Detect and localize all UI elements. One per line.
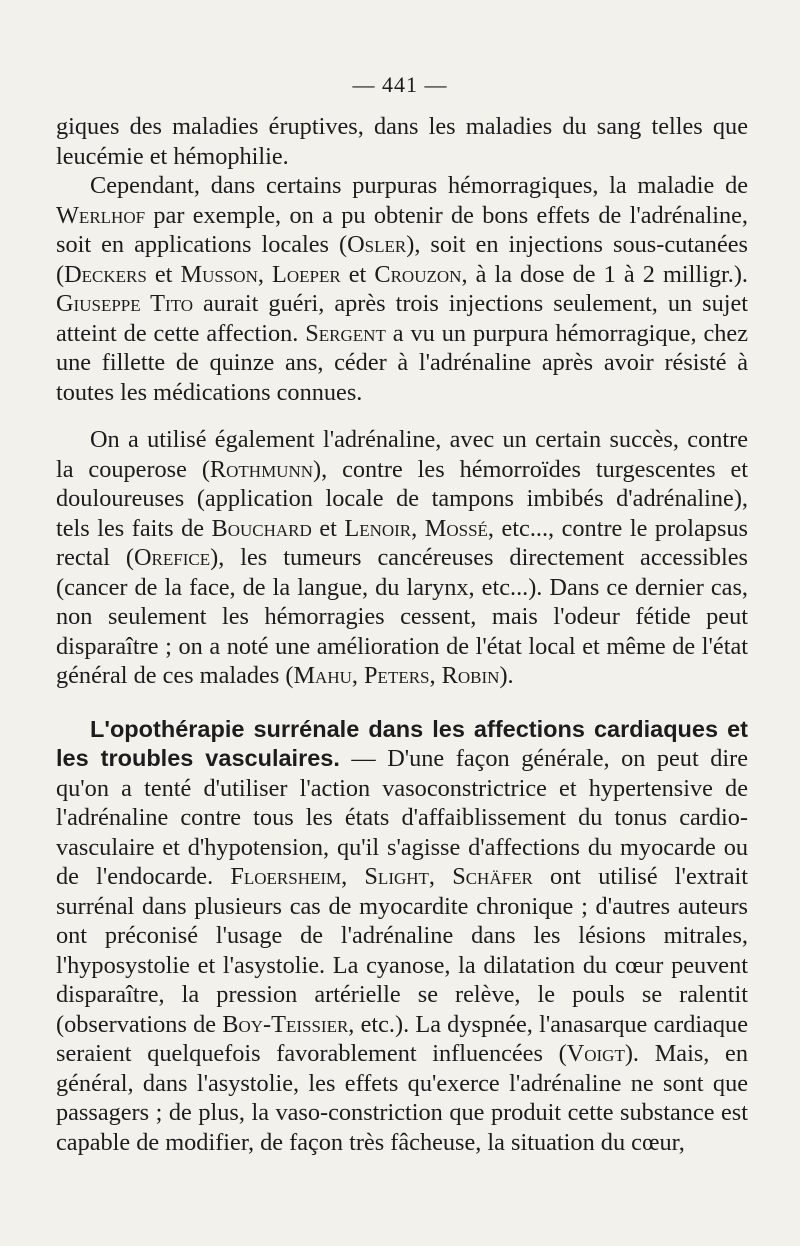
author-name: Schäfer bbox=[452, 863, 533, 890]
author-name: Mossé bbox=[424, 514, 488, 542]
author-name: Lenoir bbox=[344, 514, 412, 542]
text-segment: ), contre les hémorroïdes turgescentes et douloureuses (application locale de tampons imbibés d'adrénaline), tels les faits de bbox=[56, 455, 748, 542]
author-name: Mahu bbox=[293, 662, 352, 689]
author-name: Osler bbox=[347, 231, 407, 258]
paragraph-continuation bbox=[56, 112, 748, 171]
text-segment: et bbox=[340, 260, 375, 288]
author-name: Boy-Teissier bbox=[222, 1010, 349, 1038]
author-name: Crouzon bbox=[374, 260, 462, 288]
text-segment: On a utilisé également l'adrénaline, avec un certain succès, contre la couperose ( bbox=[56, 426, 748, 483]
text-segment: , bbox=[411, 514, 425, 542]
page-number: — 441 — bbox=[352, 72, 448, 97]
text-segment: a vu un purpura hémorragique, chez une fillette de quinze ans, céder à l'adrénaline après avoir résisté à toutes les médications connues. bbox=[56, 319, 748, 406]
author-name: Werlhof bbox=[56, 201, 146, 229]
author-name: Deckers bbox=[64, 260, 147, 288]
text-segment: — D'une façon générale, on peut dire qu'on a tenté d'utiliser l'action vasoconstrictrice et hypertensive de l'adrénaline contre tous les états d'affaiblissement du tonus cardio-vasculaire et d'hypotension, qu'il s'agisse d'affections du myocarde ou de l'endocarde. bbox=[56, 745, 748, 890]
paragraph-couperose bbox=[56, 425, 748, 691]
text-segment: Cependant, dans certains purpuras hémorragiques, la maladie de bbox=[90, 172, 748, 199]
text-segment: , à la dose de 1 à 2 milligr.). bbox=[461, 260, 749, 288]
paragraph-purpuras bbox=[56, 171, 748, 407]
author-name: Rothmunn bbox=[209, 455, 314, 483]
text-segment: ), les tumeurs cancéreuses directement accessibles (cancer de la face, de la langue, du larynx, etc...). Dans ce dernier cas, non seulement les hémorragies cessent, mais l'odeur fétide peut disparaître ; on a noté une amélioration de l'état local et même de l'état général de ces malades ( bbox=[56, 544, 748, 689]
author-name: Orefice bbox=[134, 544, 211, 571]
text-segment: et bbox=[311, 514, 345, 542]
text-segment: et bbox=[146, 260, 181, 288]
author-name: Slight bbox=[364, 863, 429, 890]
author-name: Sergent bbox=[305, 319, 386, 347]
text-segment: ). bbox=[499, 662, 514, 689]
paragraph-cardiac bbox=[56, 715, 748, 1158]
text-segment: aurait guéri, après trois injections seulement, un sujet atteint de cette affection. bbox=[56, 290, 748, 347]
author-name: Peters bbox=[364, 662, 430, 689]
text-segment: , bbox=[429, 662, 442, 689]
text-segment: ), soit en injections sous-cutanées ( bbox=[56, 231, 748, 288]
author-name: Musson bbox=[180, 260, 258, 288]
text-segment: , etc..., contre le prolapsus rectal ( bbox=[56, 514, 749, 571]
author-name: Floersheim bbox=[230, 863, 342, 890]
section-heading: L'opothérapie surrénale dans les affections cardiaques et les troubles vasculaires. bbox=[56, 715, 748, 771]
author-name: Giuseppe Tito bbox=[56, 290, 194, 317]
text-segment: , bbox=[428, 863, 453, 890]
author-name: Voigt bbox=[566, 1040, 625, 1067]
text-segment: , bbox=[351, 662, 365, 689]
body-text bbox=[56, 112, 748, 1157]
text-segment: , bbox=[341, 863, 365, 890]
author-name: Loeper bbox=[272, 260, 341, 288]
text-segment: ). Mais, en général, dans l'asystolie, les effets qu'exerce l'adrénaline ne sont que passagers ; de plus, la vaso-constriction que produit cette substance est capable de modifier, de façon très fâcheuse, la situation du cœur, bbox=[56, 1040, 748, 1156]
author-name: Bouchard bbox=[211, 514, 312, 542]
text-segment: , etc.). La dyspnée, l'anasarque cardiaque seraient quelquefois favorablement influencées ( bbox=[56, 1010, 748, 1067]
text-segment: , bbox=[257, 260, 273, 288]
text-segment: ont utilisé l'extrait surrénal dans plusieurs cas de myocardite chronique ; d'autres auteurs ont préconisé l'usage de l'adrénaline dans les lésions mitrales, l'hyposystolie et l'asystolie. La cyanose, la dilatation du cœur peuvent disparaître, la pression artérielle se relève, le pouls se ralentit (observations de bbox=[56, 863, 748, 1038]
text-segment: giques des maladies éruptives, dans les maladies du sang telles que leucémie et hémophilie. bbox=[56, 113, 748, 170]
author-name: Robin bbox=[441, 662, 500, 689]
text-segment: par exemple, on a pu obtenir de bons effets de l'adrénaline, soit en applications locales ( bbox=[56, 201, 748, 258]
